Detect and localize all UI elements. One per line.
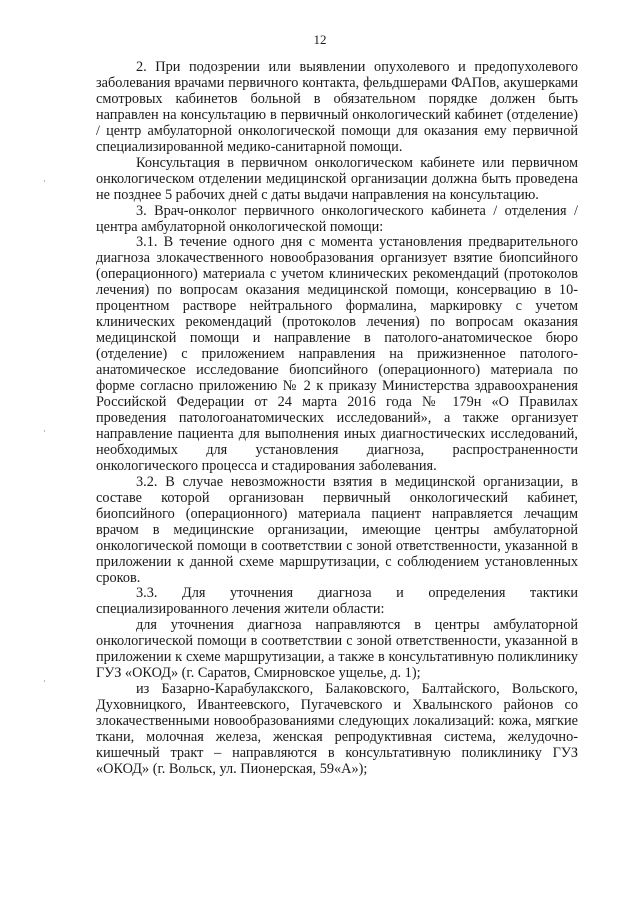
scan-artifact-mark: [44, 180, 45, 182]
paragraph-item-3: 3. Врач-онколог первичного онкологического кабинета / отделения / центра амбулаторной онкологической помощи:: [96, 202, 578, 235]
scan-artifact-mark: [44, 680, 45, 682]
paragraph-districts-referral: из Базарно-Карабулакского, Балаковского, Балтайского, Вольского, Духовницкого, Ивантеевского, Пугачевского и Хвалынского районов со злокачественными новообразованиями следующих локализаций: кожа, мягкие ткани, молочная железа, женская репродуктивная система, желудочно-кишечный тракт – направляются в консультативную поликлинику ГУЗ «ОКОД» (г. Вольск, ул. Пионерская, 59«А»);: [96, 681, 578, 777]
paragraph-item-3-2: 3.2. В случае невозможности взятия в медицинской организации, в составе которой организован первичный онкологический кабинет, биопсийного (операционного) материала пациент направляется лечащим врачом в медицинские организации, имеющие центры амбулаторной онкологической помощи в соответствии с зоной ответственности, указанной в приложении к данной схеме маршрутизации, с соблюдением установленных сроков.: [96, 473, 578, 586]
paragraph-item-3-3: 3.3. Для уточнения диагноза и определения тактики специализированного лечения жители области:: [96, 585, 578, 618]
page-number: 12: [313, 32, 327, 47]
paragraph-item-2: 2. При подозрении или выявлении опухолевого и предопухолевого заболевания врачами первичного контакта, фельдшерами ФАПов, акушерками смотровых кабинетов больной в обязательном порядке должен быть направлен на консультацию в первичный онкологический кабинет (отделение) / центр амбулаторной онкологической помощи для оказания ему первичной специализированной медико-санитарной помощи.: [96, 59, 578, 155]
paragraph-consultation-deadline: Консультация в первичном онкологическом кабинете или первичном онкологическом отделении медицинской организации должна быть проведена не позднее 5 рабочих дней с даты выдачи направления на консультацию.: [96, 154, 578, 203]
document-body: [96, 60, 578, 778]
paragraph-diagnosis-clarification: для уточнения диагноза направляются в центры амбулаторной онкологической помощи в соответствии с зоной ответственности, указанной в приложении к схеме маршрутизации, а также в консультативную поликлинику ГУЗ «ОКОД» (г. Саратов, Смирновское ущелье, д. 1);: [96, 617, 578, 682]
paragraph-item-3-1: 3.1. В течение одного дня с момента установления предварительного диагноза злокачественного новообразования организует взятие биопсийного (операционного) материала с учетом клинических рекомендаций (протоколов лечения) по вопросам оказания медицинской помощи, консервацию в 10-процентном растворе нейтрального формалина, маркировку с учетом клинических рекомендаций (протоколов лечения) по вопросам оказания медицинской помощи и направление в патолого-анатомическое бюро (отделение) с приложением направления на прижизненное патолого-анатомическое исследование биопсийного (операционного) материала по форме согласно приложению № 2 к приказу Министерства здравоохранения Российской Федерации от 24 марта 2016 года № 179н «О Правилах проведения патологоанатомических исследований», а также организует направление пациента для выполнения иных диагностических исследований, необходимых для установления диагноза, распространенности онкологического процесса и стадирования заболевания.: [96, 234, 578, 474]
scan-artifact-mark: [44, 430, 45, 432]
